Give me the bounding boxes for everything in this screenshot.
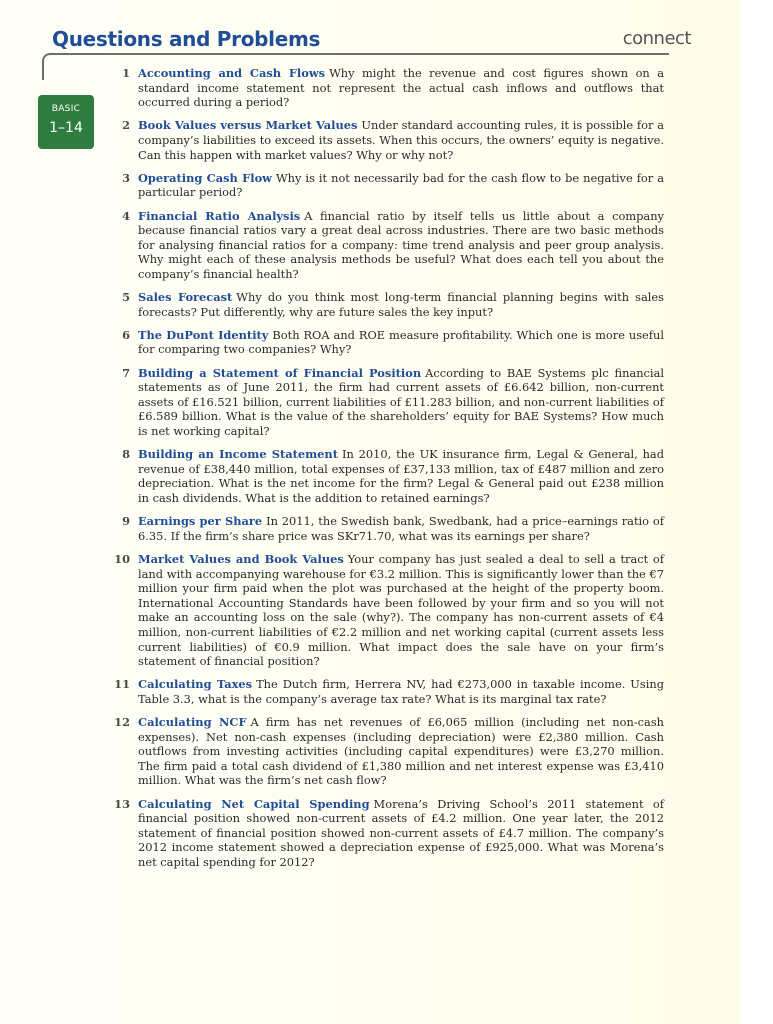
problem-number: 2: [122, 118, 130, 133]
problem-number: 13: [114, 796, 130, 811]
problem-item: [108, 677, 664, 706]
problem-text: Why do you think most long-term financial planning begins with sales forecasts? Put differently, why are future sales the key input?: [138, 290, 665, 319]
problem-text: In 2011, the Swedish bank, Swedbank, had a price–earnings ratio of 6.35. If the firm’s share price was SKr71.70, what was its earnings per share?: [138, 514, 664, 543]
header-rule-stem: [42, 60, 44, 80]
problem-title: Calculating Net Capital Spending: [138, 796, 370, 811]
header-rule: [42, 53, 669, 61]
problem-text: The Dutch firm, Herrera NV, had €273,000 in taxable income. Using Table 3.3, what is the company’s average tax rate? What is its marginal tax rate?: [138, 677, 665, 706]
difficulty-badge: [38, 95, 94, 149]
problem-text: A firm has net revenues of £6,065 million (including net non-cash expenses). Net non-cash expenses (including depreciation) were £2,380 million. Cash outflows from investing activities (including capital expenditures) were £3,270 million. The firm paid a total cash dividend of £1,380 million and net interest expense was £3,410 million. What was the firm’s net cash flow?: [138, 715, 664, 788]
problem-title: Accounting and Cash Flows: [138, 66, 326, 80]
problem-text: Why might the revenue and cost figures shown on a standard income statement not represent the actual cash inflows and outflows that occurred during a period?: [138, 66, 664, 110]
problem-text: In 2010, the UK insurance firm, Legal & General, had revenue of £38,440 million, total expenses of £37,133 million, tax of £487 million and zero depreciation. What is the net income for the firm? Legal & General paid out £238 million in cash dividends. What is the addition to retained earnings?: [138, 447, 664, 505]
problem-text: Why is it not necessarily bad for the cash flow to be negative for a particular period?: [138, 170, 664, 200]
problem-number: 9: [122, 514, 130, 529]
problem-text: Both ROA and ROE measure profitability. Which one is more useful for comparing two companies? Why?: [138, 327, 664, 357]
problem-number: 3: [122, 170, 130, 185]
problem-number: 4: [122, 208, 130, 223]
problem-number: 10: [114, 551, 130, 566]
problem-title: The DuPont Identity: [138, 327, 269, 342]
problem-title: Financial Ratio Analysis: [138, 208, 301, 223]
problem-list: [108, 66, 664, 878]
problem-title: Sales Forecast: [138, 290, 233, 305]
problem-title: Market Values and Book Values: [138, 551, 344, 566]
section-title: Questions and Problems: [52, 27, 321, 51]
problem-item: [108, 66, 664, 110]
problem-number: 5: [122, 290, 130, 305]
problem-number: 12: [114, 715, 130, 730]
problem-title: Earnings per Share: [138, 514, 263, 529]
problem-number: 1: [122, 66, 130, 80]
problem-item: [108, 366, 664, 439]
connect-logo: connect: [622, 28, 691, 49]
problem-number: 8: [122, 447, 130, 462]
problem-title: Calculating NCF: [138, 715, 247, 730]
problem-item: [108, 118, 664, 162]
problem-item: [108, 514, 664, 543]
problem-item: [108, 552, 664, 669]
problem-text: Under standard accounting rules, it is possible for a company’s liabilities to exceed its assets. When this occurs, the owners’ equity is negative. Can this happen with market values? Why or why not?: [138, 118, 664, 162]
page-margin: [740, 0, 773, 1024]
problem-item: [108, 797, 664, 870]
problem-text: A financial ratio by itself tells us little about a company because financial ratios vary a great deal across industries. There are two basic methods for analysing financial ratios for a company: time trend analysis and peer group analysis. Why might each of these analysis methods be useful? What does each tell you about the company’s financial health?: [138, 208, 664, 281]
problem-item: [108, 328, 664, 357]
problem-title: Building a Statement of Financial Position: [138, 365, 422, 380]
difficulty-label: BASIC: [51, 104, 81, 114]
problem-item: [108, 171, 664, 200]
problem-title: Operating Cash Flow: [138, 170, 272, 185]
difficulty-range: 1–14: [49, 120, 83, 136]
problem-item: [108, 290, 664, 319]
problem-item: [108, 209, 664, 282]
problem-text: According to BAE Systems plc financial statements as of June 2011, the firm had current assets of £6.642 billion, non-current assets of £16.521 billion, current liabilities of £11.283 billion, and non-current liabilities of £6.589 billion. What is the value of the shareholders’ equity for BAE Systems? How much is net working capital?: [138, 365, 665, 439]
problem-item: [108, 715, 664, 788]
problem-title: Calculating Taxes: [138, 677, 253, 692]
problem-number: 6: [122, 327, 130, 342]
problem-text: Your company has just sealed a deal to sell a tract of land with accompanying warehouse for €3.2 million. This is significantly lower than the €7 million your firm paid when the plot was purchased at the height of the property boom. International Accounting Standards have been followed by your firm and so you will not make an accounting loss on the sale (why?). The company has non-current assets of €4 million, non-current liabilities of €2.2 million and net working capital (current assets less current liabilities) of €0.9 million. What impact does the sale have on your firm’s statement of financial position?: [138, 551, 664, 669]
problem-item: [108, 447, 664, 505]
problem-number: 11: [114, 677, 130, 692]
problem-title: Book Values versus Market Values: [138, 118, 358, 133]
problem-title: Building an Income Statement: [138, 447, 338, 462]
problem-number: 7: [122, 365, 130, 380]
problem-text: Morena’s Driving School’s 2011 statement of financial position showed non-current assets of £4.2 million. One year later, the 2012 statement of financial position showed non-current assets of £4.7 million. The company’s 2012 income statement showed a depreciation expense of £925,000. What was Morena’s net capital spending for 2012?: [138, 796, 664, 870]
